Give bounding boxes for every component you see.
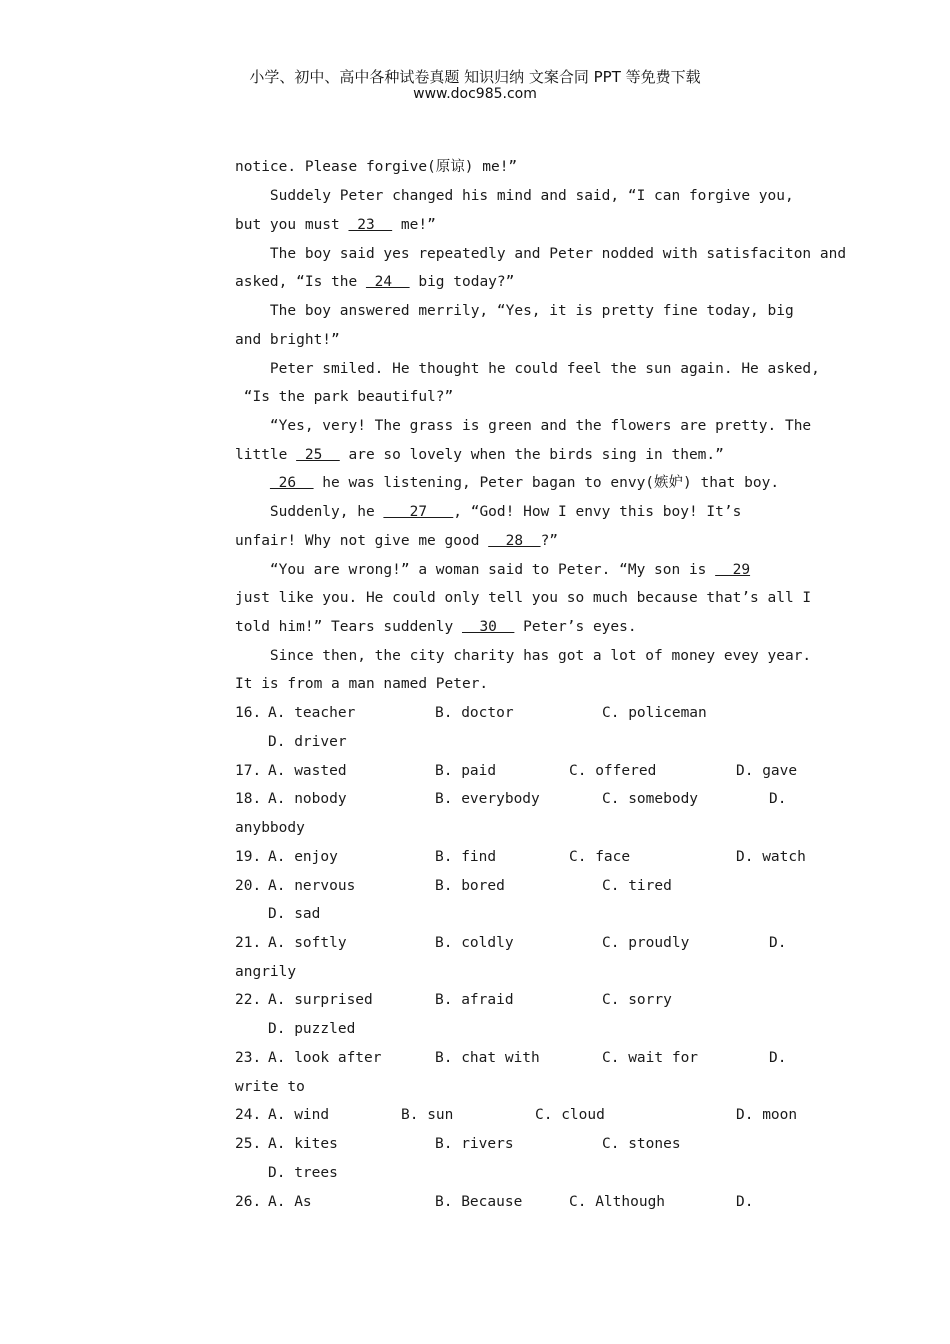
option-b: B. chat with xyxy=(435,1050,540,1066)
blank-29: 29 xyxy=(715,562,751,578)
passage-line: asked, “Is the 24 big today?” xyxy=(235,274,515,290)
option-a: A. As xyxy=(268,1194,312,1210)
option-c: C. tired xyxy=(602,878,672,894)
blank-26: 26 xyxy=(269,475,314,491)
option-a: A. enjoy xyxy=(268,849,338,865)
option-c: C. face xyxy=(569,849,631,865)
option-c: C. offered xyxy=(569,763,657,779)
question-number: 19. xyxy=(235,849,262,865)
blank-24: 24 xyxy=(365,274,410,290)
option-d: D. xyxy=(769,1050,787,1066)
option-b: B. find xyxy=(435,849,497,865)
question-number: 26. xyxy=(235,1194,262,1210)
question-number: 18. xyxy=(235,791,262,807)
option-d: D. gave xyxy=(736,763,798,779)
passage-line: 26 he was listening, Peter bagan to envy(嫉妒) that boy. xyxy=(269,475,780,491)
passage-line: It is from a man named Peter. xyxy=(235,676,489,692)
option-d: D. xyxy=(769,935,787,951)
question-number: 25. xyxy=(235,1136,262,1152)
option-c: C. stones xyxy=(602,1136,681,1152)
option-b: B. paid xyxy=(435,763,497,779)
passage-line: “Yes, very! The grass is green and the flowers are pretty. The xyxy=(235,418,812,434)
passage-line: told him!” Tears suddenly 30 Peter’s eyes. xyxy=(235,619,637,635)
option-c: C. proudly xyxy=(602,935,690,951)
option-d: D. puzzled xyxy=(268,1021,356,1037)
question-number: 23. xyxy=(235,1050,262,1066)
option-d-text: anybbody xyxy=(235,820,305,836)
option-a: A. softly xyxy=(268,935,347,951)
option-a: A. wind xyxy=(268,1107,330,1123)
option-c: C. somebody xyxy=(602,791,699,807)
blank-28: 28 xyxy=(488,533,541,549)
passage-line: Suddely Peter changed his mind and said, “I can forgive you, xyxy=(235,188,794,204)
option-c: C. Although xyxy=(569,1194,666,1210)
passage-line: The boy answered merrily, “Yes, it is pretty fine today, big xyxy=(235,303,794,319)
option-a: A. kites xyxy=(268,1136,338,1152)
header-url: www.doc985.com xyxy=(413,86,537,102)
question-number: 16. xyxy=(235,705,262,721)
passage-line: “You are wrong!” a woman said to Peter. “My son is 29 xyxy=(235,562,751,578)
question-number: 24. xyxy=(235,1107,262,1123)
passage-line: Peter smiled. He thought he could feel the sun again. He asked, xyxy=(235,361,820,377)
blank-27: 27 xyxy=(383,504,454,520)
passage-line: just like you. He could only tell you so much because that’s all I xyxy=(235,590,812,606)
option-a: A. look after xyxy=(268,1050,382,1066)
option-a: A. nobody xyxy=(268,791,347,807)
passage-line: unfair! Why not give me good 28 ?” xyxy=(235,533,559,549)
passage-line: “Is the park beautiful?” xyxy=(235,389,454,405)
option-d-text: write to xyxy=(235,1079,305,1095)
option-a: A. surprised xyxy=(268,992,373,1008)
option-b: B. bored xyxy=(435,878,505,894)
question-number: 22. xyxy=(235,992,262,1008)
blank-30: 30 xyxy=(461,619,515,635)
option-d: D. trees xyxy=(268,1165,338,1181)
option-a: A. teacher xyxy=(268,705,356,721)
option-b: B. sun xyxy=(401,1107,454,1123)
option-b: B. rivers xyxy=(435,1136,514,1152)
passage-line: and bright!” xyxy=(235,332,340,348)
passage-line: Since then, the city charity has got a lot of money evey year. xyxy=(235,648,812,664)
passage-line: but you must 23 me!” xyxy=(235,217,436,233)
option-d: D. watch xyxy=(736,849,806,865)
option-c: C. policeman xyxy=(602,705,707,721)
passage-line: Suddenly, he 27 , “God! How I envy this boy! It’s xyxy=(235,504,742,520)
option-d: D. moon xyxy=(736,1107,798,1123)
question-number: 21. xyxy=(235,935,262,951)
option-b: B. doctor xyxy=(435,705,514,721)
header-banner: 小学、初中、高中各种试卷真题 知识归纳 文案合同 PPT 等免费下载 xyxy=(249,68,701,86)
option-b: B. Because xyxy=(435,1194,523,1210)
option-a: A. wasted xyxy=(268,763,347,779)
option-d: D. xyxy=(769,791,787,807)
option-b: B. afraid xyxy=(435,992,514,1008)
passage-line: little 25 are so lovely when the birds sing in them.” xyxy=(235,447,724,463)
option-d: D. driver xyxy=(268,734,347,750)
option-d: D. xyxy=(736,1194,754,1210)
option-a: A. nervous xyxy=(268,878,356,894)
option-d-text: angrily xyxy=(235,964,297,980)
option-b: B. everybody xyxy=(435,791,540,807)
passage-line: The boy said yes repeatedly and Peter nodded with satisfaciton and xyxy=(235,246,847,262)
blank-25: 25 xyxy=(296,447,340,463)
option-c: C. sorry xyxy=(602,992,672,1008)
question-number: 17. xyxy=(235,763,262,779)
passage-line: notice. Please forgive(原谅) me!” xyxy=(235,159,518,175)
option-c: C. cloud xyxy=(535,1107,605,1123)
option-c: C. wait for xyxy=(602,1050,699,1066)
option-d: D. sad xyxy=(268,906,321,922)
blank-23: 23 xyxy=(348,217,393,233)
option-b: B. coldly xyxy=(435,935,514,951)
question-number: 20. xyxy=(235,878,262,894)
